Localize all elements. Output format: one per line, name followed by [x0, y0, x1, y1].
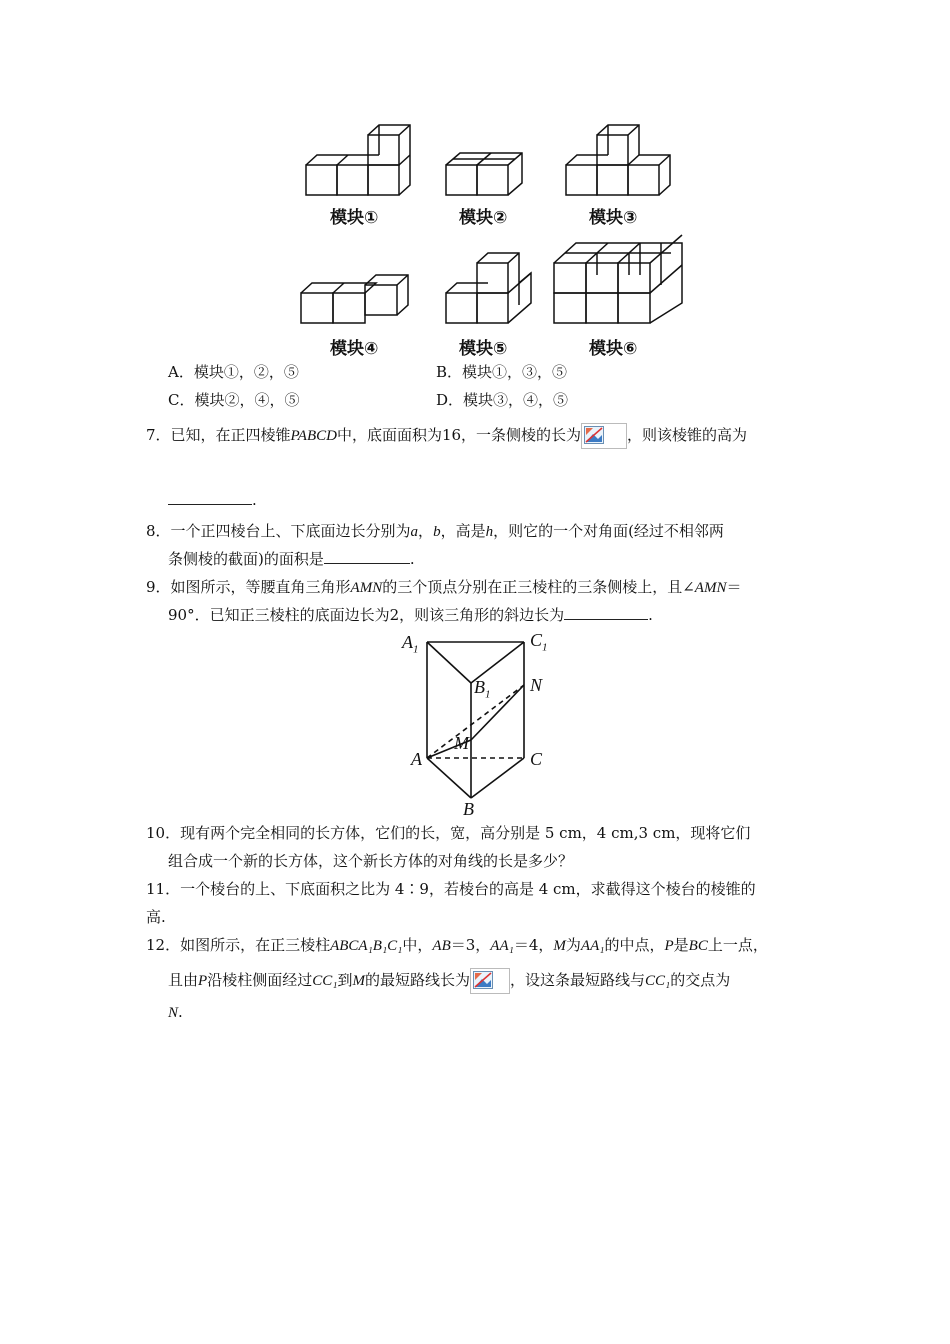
module-3-label: 模块③	[589, 208, 638, 228]
prism-figure	[398, 628, 558, 818]
module-1-cubes	[306, 125, 410, 195]
label-B: B	[463, 799, 474, 819]
module-6-label: 模块⑥	[589, 339, 638, 359]
option-c: C．模块②，④，⑤	[168, 391, 300, 409]
module-5-cubes	[446, 253, 531, 323]
module-2-label: 模块②	[459, 208, 508, 228]
option-a: A．模块①，②，⑤	[168, 363, 299, 381]
question-9-line-1: 9．如图所示，等腰直角三角形AMN的三个顶点分别在正三棱柱的三条侧棱上，且∠AMN＝	[146, 578, 742, 596]
cube-modules-figure	[290, 115, 700, 365]
question-12-line-1: 12．如图所示，在正三棱柱ABCA₁B₁C₁中，AB＝3，AA₁＝4，M为AA₁的中点，P是BC上一点，	[146, 936, 768, 954]
module-1-label: 模块①	[330, 208, 379, 228]
option-d: D．模块③，④，⑤	[436, 391, 569, 409]
answer-blank[interactable]	[564, 605, 648, 620]
question-7-answer-line: .	[168, 490, 257, 510]
label-A1: $A_1$	[402, 632, 419, 656]
question-7: 7．已知，在正四棱锥PABCD中，底面面积为16，一条侧棱的长为 ，则该棱锥的高为	[146, 423, 747, 449]
module-5-label: 模块⑤	[459, 339, 508, 359]
question-10-line-2: 组合成一个新的长方体，这个新长方体的对角线的长是多少？	[168, 852, 574, 870]
question-11-line-2: 高.	[146, 908, 166, 926]
label-B1: $B_1$	[474, 677, 491, 701]
label-C1: $C_1$	[530, 630, 548, 654]
answer-blank[interactable]	[168, 490, 252, 505]
edge-A1B1	[427, 642, 471, 683]
label-C: C	[530, 749, 543, 769]
module-4-label: 模块④	[330, 339, 379, 359]
question-11-line-1: 11．一个棱台的上、下底面积之比为 4∶9，若棱台的高是 4 cm，求截得这个棱台的棱锥的	[146, 880, 756, 898]
question-9-line-2: 90°．已知正三棱柱的底面边长为2，则该三角形的斜边长为 .	[168, 606, 653, 624]
question-8-line-1: 8．一个正四棱台上、下底面边长分别为a，b，高是h，则它的一个对角面(经过不相邻两	[146, 522, 724, 540]
question-12-line-2: 且由P沿棱柱侧面经过CC₁到M的最短路线长为 ，设这条最短路线与CC₁的交点为	[168, 968, 730, 994]
option-b: B．模块①，③，⑤	[436, 363, 568, 381]
question-8-line-2: 条侧棱的截面)的面积是 .	[168, 550, 415, 568]
edge-AB	[427, 758, 471, 798]
answer-blank[interactable]	[324, 549, 410, 564]
module-3-cubes	[566, 125, 670, 195]
label-A: A	[411, 749, 422, 769]
label-M: M	[454, 733, 469, 753]
module-4-cubes	[301, 275, 408, 323]
module-6-cubes	[554, 235, 682, 323]
label-N: N	[530, 675, 543, 695]
question-12-line-3: N.	[168, 1003, 183, 1021]
module-2-cubes	[446, 153, 522, 195]
edge-BC	[471, 758, 524, 798]
broken-image-icon	[581, 423, 627, 449]
broken-image-icon	[470, 968, 510, 994]
question-10-line-1: 10．现有两个完全相同的长方体，它们的长，宽，高分别是 5 cm，4 cm,3 cm，现将它们	[146, 824, 751, 842]
